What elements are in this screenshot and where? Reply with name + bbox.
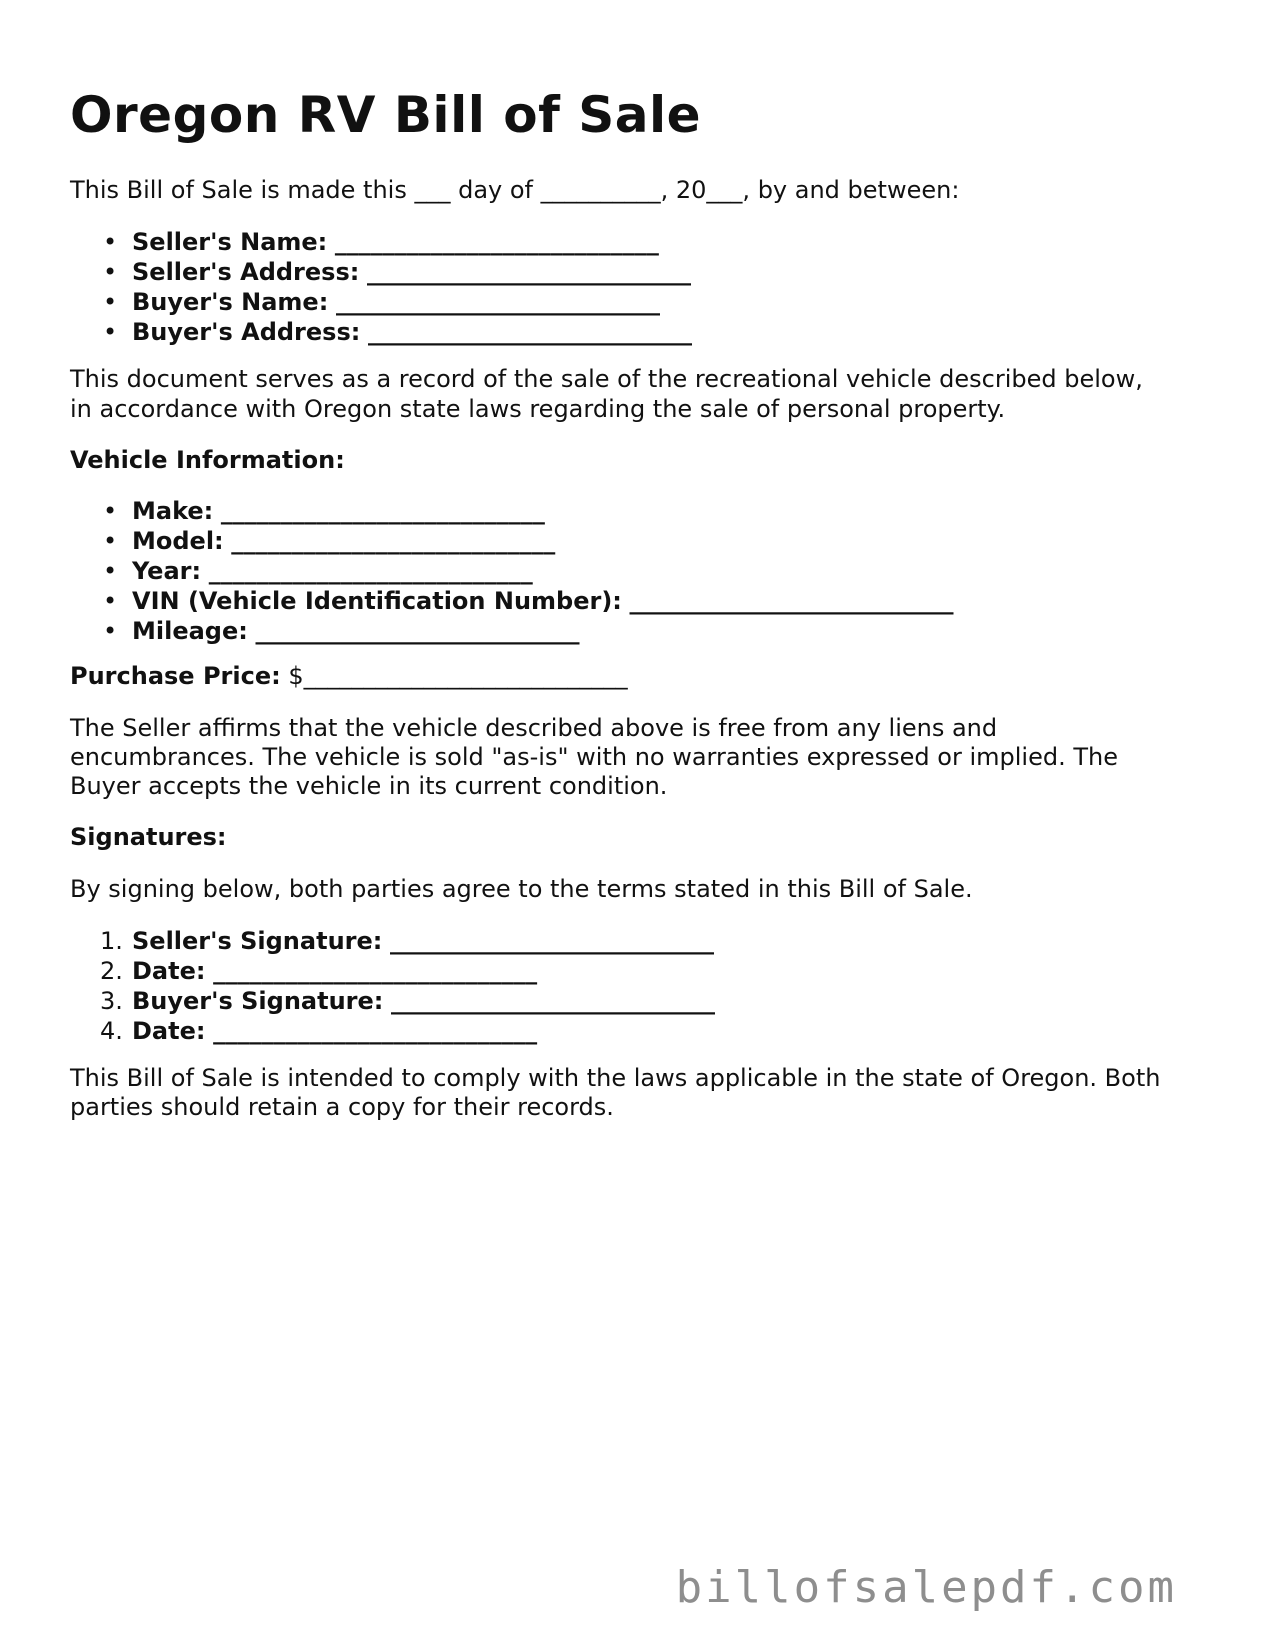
field-blank: ___________________________ xyxy=(390,927,714,955)
affirm-text-line-1: The Seller affirms that the vehicle described above is free from any liens and xyxy=(70,714,998,742)
field-blank: ___________________________ xyxy=(213,1017,538,1045)
field-blank: ___________________________ xyxy=(231,527,556,555)
item-number: 2. xyxy=(100,957,123,985)
list-item xyxy=(70,257,692,287)
list-item xyxy=(70,227,692,257)
affirm-text-line-3: Buyer accepts the vehicle in its current condition. xyxy=(70,772,668,800)
list-item xyxy=(70,986,715,1016)
vehicle-list xyxy=(70,496,954,646)
signatures-heading: Signatures: xyxy=(70,823,227,851)
record-text-line-2: in accordance with Oregon state laws regarding the sale of personal property. xyxy=(70,395,1006,423)
field-label: Mileage: xyxy=(132,617,248,645)
record-text-line-1: This document serves as a record of the sale of the recreational vehicle described below, xyxy=(70,365,1143,393)
field-blank: ___________________________ xyxy=(208,557,533,585)
field-blank: ___________________________ xyxy=(335,288,660,316)
field-blank: ___________________________ xyxy=(220,497,545,525)
field-label: Seller's Signature: xyxy=(132,927,383,955)
field-blank: ___________________________ xyxy=(334,228,659,256)
field-label: Seller's Address: xyxy=(132,258,360,286)
list-item xyxy=(70,287,692,317)
field-blank: ___________________________ xyxy=(255,617,580,645)
signatures-intro: By signing below, both parties agree to the terms stated in this Bill of Sale. xyxy=(70,875,973,903)
watermark: billofsalepdf.com xyxy=(675,1562,1177,1613)
parties-list xyxy=(70,227,692,347)
item-number: 3. xyxy=(100,987,123,1015)
price-label: Purchase Price: xyxy=(70,662,281,690)
item-number: 4. xyxy=(100,1017,123,1045)
field-label: VIN (Vehicle Identification Number): xyxy=(132,587,622,615)
field-label: Buyer's Name: xyxy=(132,288,329,316)
field-label: Date: xyxy=(132,957,206,985)
vehicle-heading: Vehicle Information: xyxy=(70,446,345,474)
affirm-text-line-2: encumbrances. The vehicle is sold "as-is" with no warranties expressed or implied. The xyxy=(70,743,1118,771)
field-label: Buyer's Signature: xyxy=(132,987,384,1015)
field-label: Year: xyxy=(132,557,202,585)
field-blank: ___________________________ xyxy=(629,587,954,615)
price-value: $___________________________ xyxy=(288,662,628,690)
list-item xyxy=(70,926,715,956)
intro-text: This Bill of Sale is made this ___ day of __________, 20___, by and between: xyxy=(70,176,960,204)
list-item xyxy=(70,586,954,616)
list-item xyxy=(70,496,954,526)
field-blank: ___________________________ xyxy=(367,318,692,346)
closing-text-line-1: This Bill of Sale is intended to comply with the laws applicable in the state of Oregon. Both xyxy=(70,1064,1161,1092)
signatures-list xyxy=(70,926,715,1046)
field-label: Model: xyxy=(132,527,224,555)
list-item xyxy=(70,317,692,347)
purchase-price xyxy=(70,661,628,691)
document-title: Oregon RV Bill of Sale xyxy=(70,86,702,144)
field-blank: ___________________________ xyxy=(213,957,538,985)
list-item xyxy=(70,556,954,586)
field-label: Seller's Name: xyxy=(132,228,328,256)
field-label: Make: xyxy=(132,497,214,525)
list-item xyxy=(70,956,715,986)
list-item xyxy=(70,616,954,646)
field-label: Buyer's Address: xyxy=(132,318,361,346)
field-blank: ___________________________ xyxy=(366,258,691,286)
field-label: Date: xyxy=(132,1017,206,1045)
list-item xyxy=(70,1016,715,1046)
field-blank: ___________________________ xyxy=(391,987,716,1015)
list-item xyxy=(70,526,954,556)
item-number: 1. xyxy=(100,927,123,955)
closing-text-line-2: parties should retain a copy for their records. xyxy=(70,1093,614,1121)
